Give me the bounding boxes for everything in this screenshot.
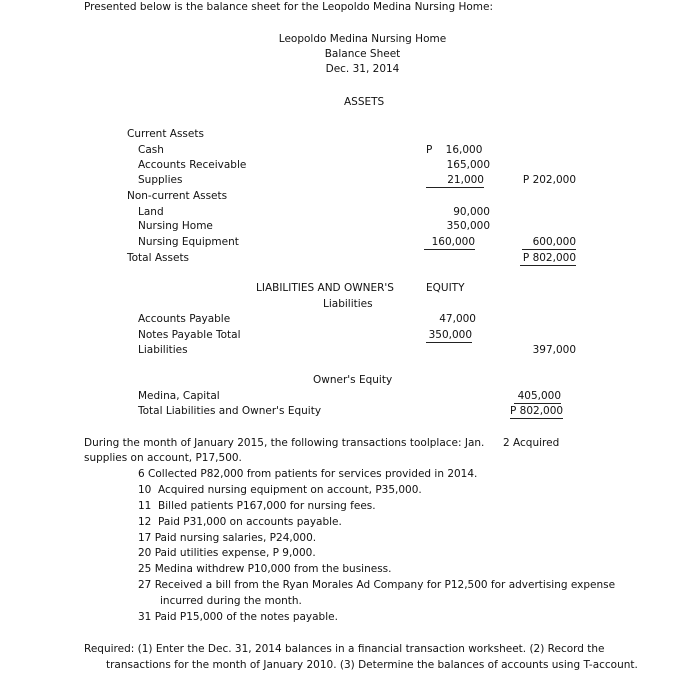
required-line1: Required: (1) Enter the Dec. 31, 2014 balances in a financial transaction worksheet. (2) Record the [84, 643, 605, 655]
current-assets-label: Current Assets [127, 128, 204, 140]
required-line2: transactions for the month of January 2010. (3) Determine the balances of accounts using T-account. [106, 659, 638, 671]
assets-title: ASSETS [344, 96, 385, 108]
notes-payable-value: 350,000 [426, 329, 472, 343]
nursing-home-label: Nursing Home [138, 220, 213, 232]
liabilities-title-right: EQUITY [426, 282, 465, 294]
land-label: Land [138, 206, 164, 218]
equipment-value: 160,000 [424, 236, 475, 250]
transaction-item: 10 Acquired nursing equipment on account, P35,000. [138, 484, 422, 496]
transaction-item: 12 Paid P31,000 on accounts payable. [138, 516, 342, 528]
equipment-label: Nursing Equipment [138, 236, 239, 248]
transaction-item-continuation: incurred during the month. [160, 595, 302, 607]
accounts-payable-value: 47,000 [439, 313, 476, 325]
total-liabilities-value: 397,000 [532, 344, 576, 356]
liabilities-subtitle: Liabilities [323, 298, 373, 310]
total-assets-label: Total Assets [127, 252, 190, 264]
supplies-value: 21,000 [426, 174, 484, 188]
ar-label: Accounts Receivable [138, 159, 247, 171]
transaction-item: 31 Paid P15,000 of the notes payable. [138, 611, 338, 623]
noncurrent-assets-label: Non-current Assets [127, 190, 228, 202]
capital-value: 405,000 [514, 390, 561, 404]
land-value: 90,000 [453, 206, 490, 218]
cash-value: P 16,000 [426, 144, 483, 156]
current-assets-total: P 202,000 [522, 174, 576, 186]
company-name: Leopoldo Medina Nursing Home [278, 33, 447, 45]
transaction-item: 20 Paid utilities expense, P 9,000. [138, 547, 316, 559]
nursing-home-value: 350,000 [446, 220, 490, 232]
transaction-item: 6 Collected P82,000 from patients for services provided in 2014. [138, 468, 478, 480]
noncurrent-assets-total: 600,000 [522, 236, 576, 250]
transaction-item: 11 Billed patients P167,000 for nursing fees. [138, 500, 376, 512]
supplies-label: Supplies [138, 174, 183, 186]
total-liab-equity-label: Total Liabilities and Owner's Equity [138, 405, 322, 417]
owners-equity-title: Owner's Equity [313, 374, 393, 386]
accounts-payable-label: Accounts Payable [138, 313, 231, 325]
transaction-item: 25 Medina withdrew P10,000 from the business. [138, 563, 392, 575]
transactions-intro-line1: During the month of January 2015, the following transactions toolplace: Jan. [84, 437, 485, 449]
total-assets-value: P 802,000 [520, 252, 576, 266]
transaction-item: 27 Received a bill from the Ryan Morales Ad Company for P12,500 for advertising expense [138, 579, 616, 591]
liabilities-title-left: LIABILITIES AND OWNER'S [256, 282, 394, 294]
capital-label: Medina, Capital [138, 390, 220, 402]
intro-text: Presented below is the balance sheet for the Leopoldo Medina Nursing Home: [84, 1, 493, 13]
total-liab-equity-value: P 802,000 [510, 405, 564, 417]
transactions-intro-right: 2 Acquired [503, 437, 560, 449]
transactions-intro-line2: supplies on account, P17,500. [84, 452, 242, 464]
cash-label: Cash [138, 144, 164, 156]
notes-payable-label: Notes Payable Total [138, 329, 241, 341]
statement-date: Dec. 31, 2014 [325, 63, 400, 75]
transaction-item: 17 Paid nursing salaries, P24,000. [138, 532, 317, 544]
liabilities-label: Liabilities [138, 344, 188, 356]
ar-value: 165,000 [446, 159, 490, 171]
statement-title: Balance Sheet [324, 48, 401, 60]
